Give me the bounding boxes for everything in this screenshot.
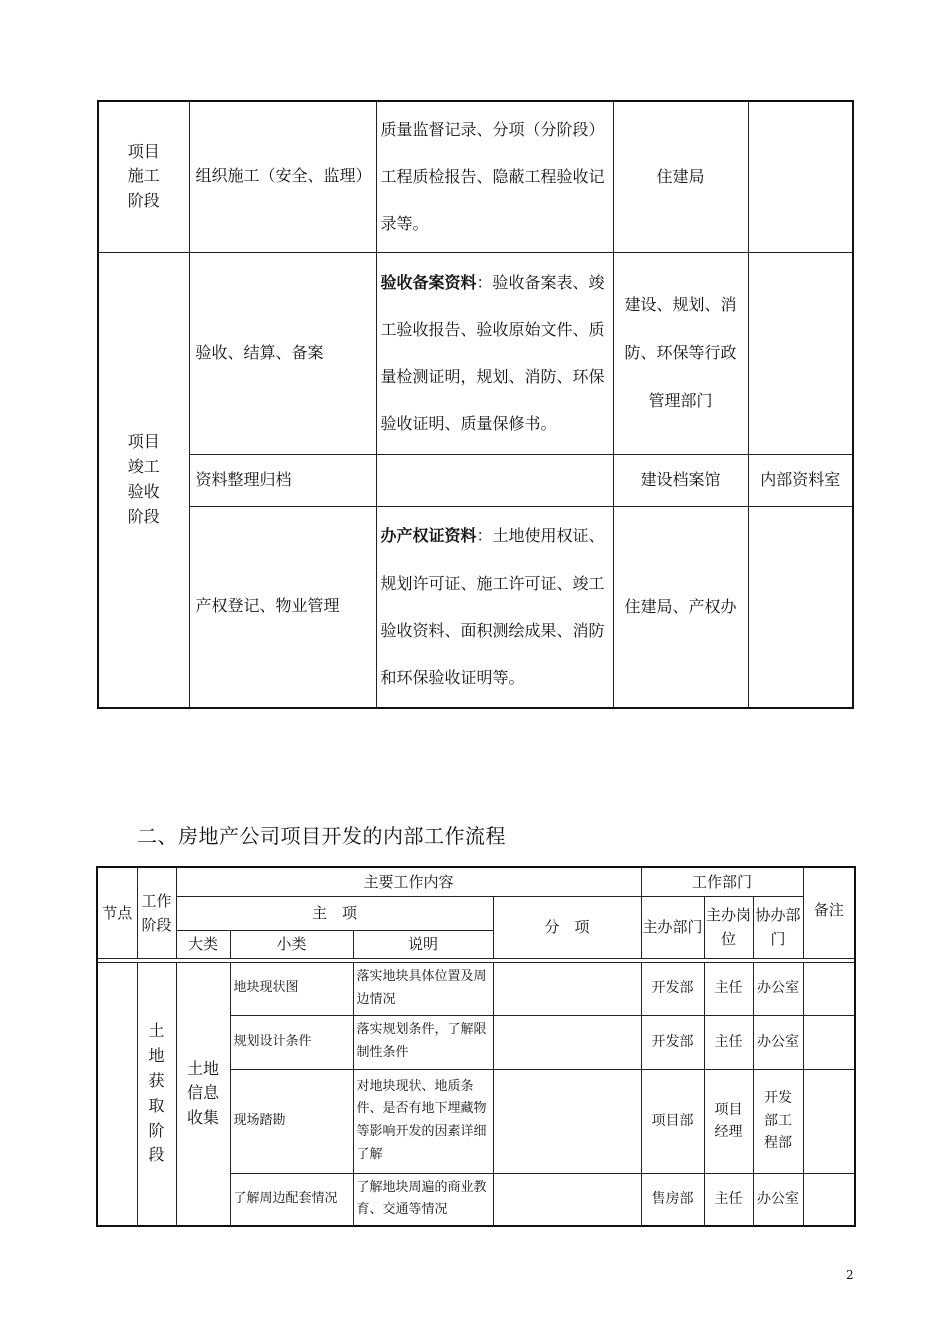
item-cell [493,1015,641,1069]
header-node: 节点 [97,867,137,958]
note-cell [748,506,853,708]
header-work-dept: 工作部门 [641,867,803,896]
doc-text: 质量监督记录、分项（分阶段）工程质检报告、隐蔽工程验收记录等。 [380,120,605,234]
header-row [97,896,855,930]
lead-post-cell: 主任 [704,962,753,1015]
description-cell: 对地块现状、地质条件、是否有地下埋藏物等影响开发的因素详细了解 [353,1069,493,1173]
header-lead-dept: 主办部门 [641,896,704,958]
doc-text: ：土地使用权证、规划许可证、施工许可证、竣工验收资料、面积测绘成果、消防和环保验收证明等。 [380,526,605,687]
section-title: 二、房地产公司项目开发的内部工作流程 [137,824,506,848]
table-row [98,101,853,252]
doc-cell [376,252,613,454]
remark-cell [803,1069,855,1173]
node-cell [97,962,137,1226]
item-cell [493,1069,641,1173]
header-row [97,867,855,896]
task-cell: 组织施工（安全、监理） [189,101,376,252]
dept-cell: 住建局、产权办 [613,506,748,708]
note-cell [748,101,853,252]
lead-post-cell: 主任 [704,1173,753,1226]
lead-dept-cell: 开发部 [641,1015,704,1069]
header-main-item: 主 项 [176,896,493,930]
header-subcategory: 小类 [230,930,353,958]
lead-dept-cell: 售房部 [641,1173,704,1226]
doc-heading: 办产权证资料 [380,526,477,546]
dept-cell: 建设、规划、消防、环保等行政管理部门 [613,252,748,454]
stage-line: 施工 [127,166,160,186]
header-remark: 备注 [803,867,855,958]
subcategory-cell: 地块现状图 [230,962,353,1015]
dept-cell: 建设档案馆 [613,454,748,506]
stage-line: 阶段 [127,506,160,526]
task-cell: 产权登记、物业管理 [189,506,376,708]
doc-heading: 验收备案资料 [380,272,477,292]
doc-cell [376,454,613,506]
assist-dept-cell: 办公室 [753,1173,803,1226]
header-assist-dept: 协办部门 [753,896,803,958]
doc-cell [376,101,613,252]
description-cell: 落实规划条件，了解限制性条件 [353,1015,493,1069]
doc-text: ：验收备案表、竣工验收报告、验收原始文件、质量检测证明，规划、消防、环保验收证明、质量保修书。 [380,272,605,434]
note-cell [748,252,853,454]
stage-line: 项目 [127,141,160,161]
table-row [98,454,853,506]
stage-line: 竣工 [127,457,160,477]
remark-cell [803,1015,855,1069]
subcategory-cell: 现场踏勘 [230,1069,353,1173]
description-cell: 落实地块具体位置及周边情况 [353,962,493,1015]
stage-line: 项目 [127,432,160,452]
table-row [98,252,853,454]
stage-line: 验收 [127,481,160,501]
lead-post-cell: 项目经理 [704,1069,753,1173]
lead-dept-cell: 项目部 [641,1069,704,1173]
workflow-table [96,866,856,1227]
header-category: 大类 [176,930,230,958]
stage-cell [98,101,189,252]
assist-dept-cell: 开发部工程部 [753,1069,803,1173]
lead-dept-cell: 开发部 [641,962,704,1015]
description-cell: 了解地块周遍的商业教育、交通等情况 [353,1173,493,1226]
remark-cell [803,962,855,1015]
header-lead-post: 主办岗位 [704,896,753,958]
subcategory-cell: 规划设计条件 [230,1015,353,1069]
page-number: 2 [846,1268,854,1282]
header-description: 说明 [353,930,493,958]
dept-cell: 住建局 [613,101,748,252]
doc-cell [376,506,613,708]
header-main-content: 主要工作内容 [176,867,641,896]
subcategory-cell: 了解周边配套情况 [230,1173,353,1226]
task-cell: 验收、结算、备案 [189,252,376,454]
table-row [98,506,853,708]
stage-cell: 土地获取阶段 [137,962,176,1226]
assist-dept-cell: 办公室 [753,1015,803,1069]
lead-post-cell: 主任 [704,1015,753,1069]
stage-cell [98,252,189,708]
stage-line: 阶段 [127,191,160,211]
note-cell: 内部资料室 [748,454,853,506]
category-cell: 土地信息收集 [176,962,230,1226]
item-cell [493,1173,641,1226]
item-cell [493,962,641,1015]
assist-dept-cell: 办公室 [753,962,803,1015]
header-work-stage: 工作阶段 [137,867,176,958]
header-sub-item: 分 项 [493,896,641,958]
task-cell: 资料整理归档 [189,454,376,506]
remark-cell [803,1173,855,1226]
acceptance-table [97,100,854,709]
table-row [97,962,855,1015]
